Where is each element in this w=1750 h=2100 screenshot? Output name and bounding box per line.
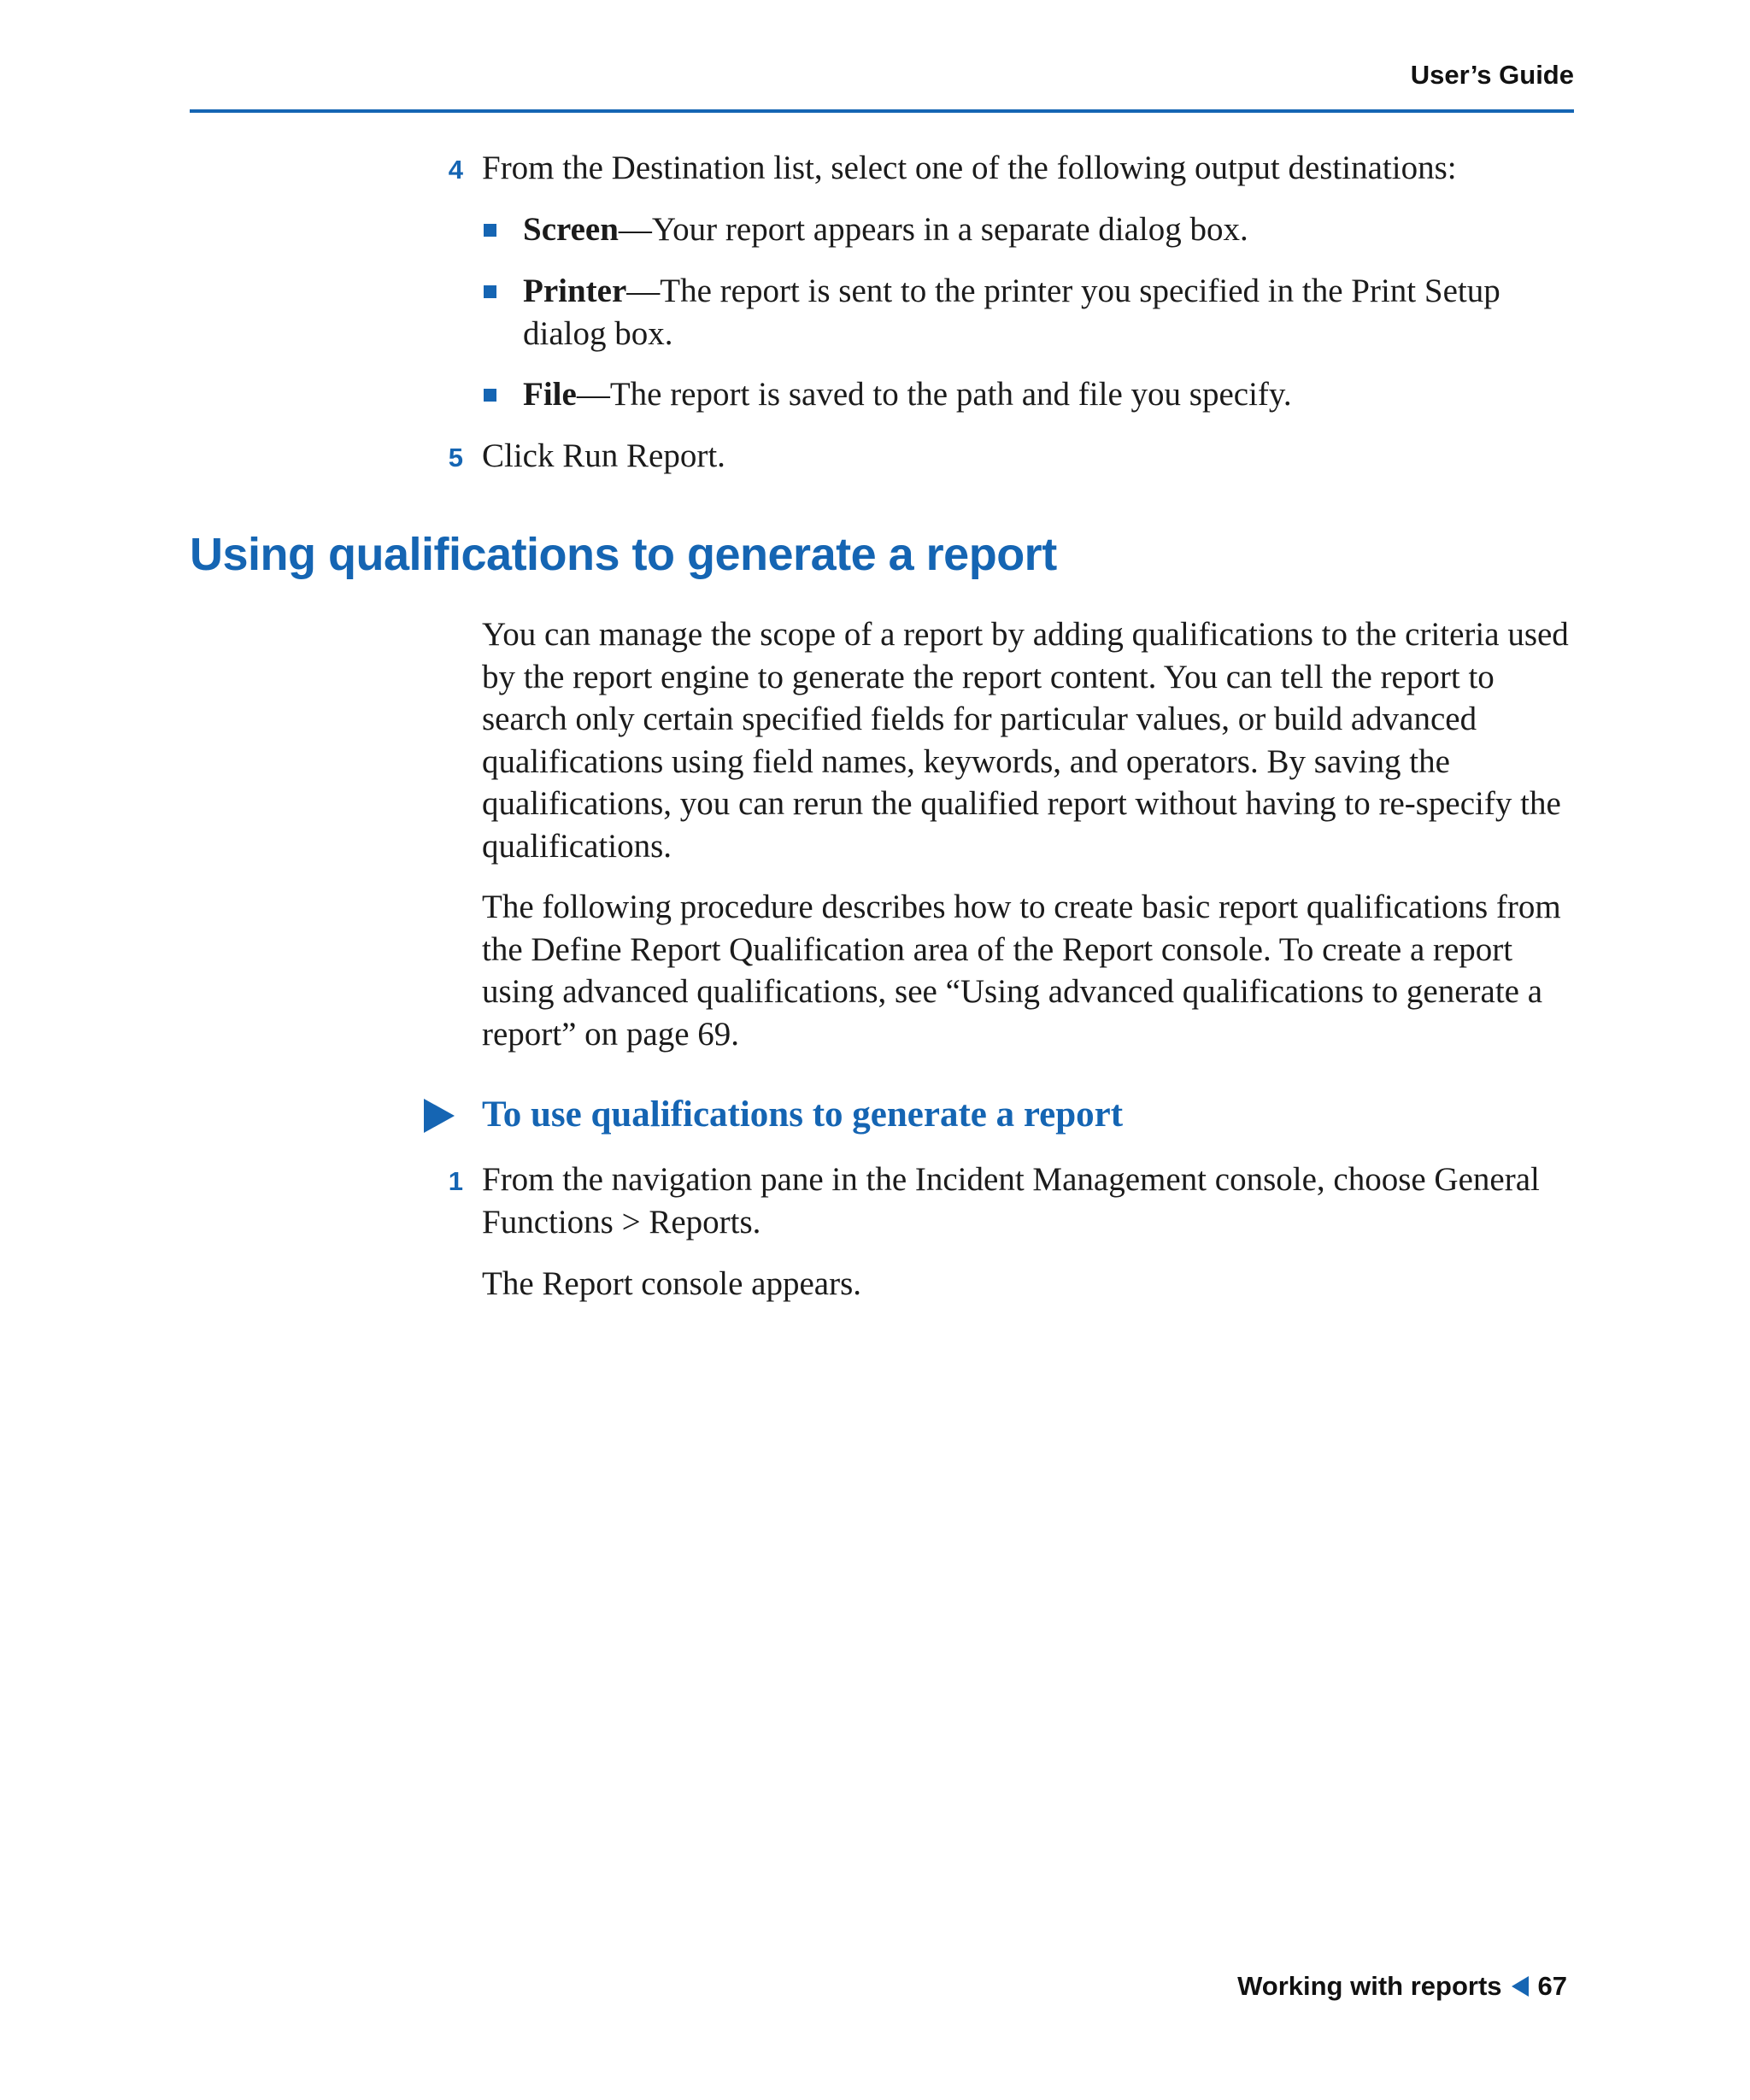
step-text: Click Run Report. — [482, 437, 725, 474]
page-number: 67 — [1537, 1971, 1567, 2001]
section-heading: Using qualifications to generate a report — [190, 529, 1057, 580]
bullet-term: Printer — [523, 273, 627, 309]
square-bullet-icon — [484, 285, 496, 298]
step-number: 1 — [448, 1166, 463, 1196]
step-result: The Report console appears. — [482, 1265, 862, 1302]
bullet-term: Screen — [523, 211, 619, 248]
step-text: From the Destination list, select one of the following output destinations: — [482, 150, 1457, 186]
footer-chapter: Working with reports — [1237, 1971, 1502, 2001]
bullet-description: —Your report appears in a separate dialog box. — [618, 211, 1248, 248]
running-header: User’s Guide — [1410, 60, 1574, 90]
header-rule — [190, 109, 1574, 113]
bullet-description: —The report is saved to the path and file you specify. — [576, 376, 1292, 413]
page-footer — [1237, 1971, 1567, 2002]
step-number: 4 — [448, 155, 463, 185]
step-number: 5 — [448, 443, 463, 472]
square-bullet-icon — [484, 224, 496, 237]
step-text: From the navigation pane in the Incident Management console, choose General Functions > Reports. — [482, 1161, 1540, 1241]
paragraph-procedure-intro: The following procedure describes how to create basic report qualifications from the Define Report Qualification area of the Report console. To create a report using advanced qualifications, see “Using advanced qualifications to generate a report” on page 69. — [482, 889, 1561, 1053]
square-bullet-icon — [484, 389, 496, 402]
triangle-left-icon — [1511, 1975, 1530, 1997]
bullet-description: —The report is sent to the printer you specified in the Print Setup dialog box. — [523, 273, 1500, 352]
procedure-heading: To use qualifications to generate a report — [482, 1094, 1124, 1135]
bullet-term: File — [523, 376, 577, 413]
paragraph-intro: You can manage the scope of a report by adding qualifications to the criteria used by the report engine to generate the report content. You can tell the report to search only certain specified fields for particular values, or build advanced qualifications using field names, keywords, and operators. By saving the qualifications, you can rerun the qualified report without having to re-specify the qualifications. — [482, 616, 1569, 865]
triangle-right-icon — [422, 1097, 456, 1135]
